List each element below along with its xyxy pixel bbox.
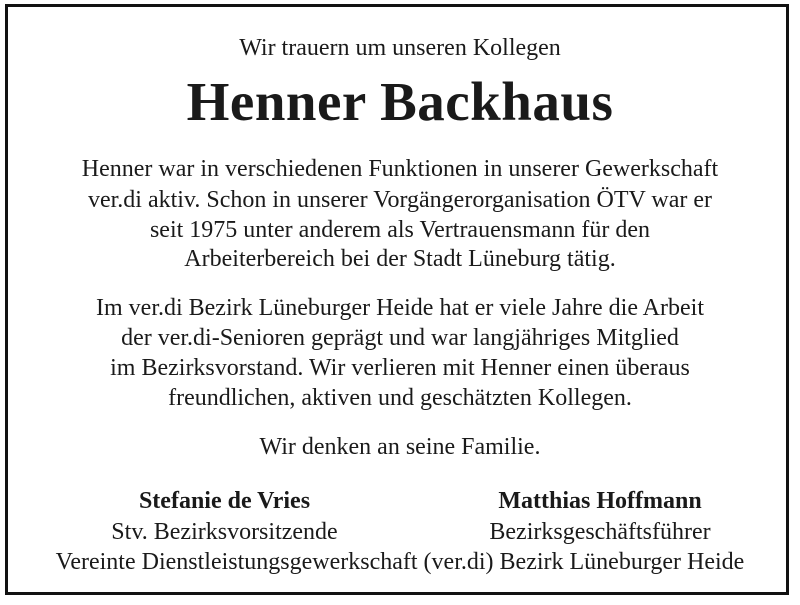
- intro-line: Wir trauern um unseren Kollegen: [239, 35, 561, 61]
- paragraph2-line: der ver.di-Senioren geprägt und war langjähriges Mitglied: [121, 325, 679, 351]
- paragraph2-line: Im ver.di Bezirk Lüneburger Heide hat er viele Jahre die Arbeit: [96, 295, 704, 321]
- signatory-role: Bezirksgeschäftsführer: [489, 519, 711, 545]
- signatory-name: Stefanie de Vries: [138, 488, 311, 514]
- deceased-name: Henner Backhaus: [186, 71, 614, 132]
- paragraph1-line: Arbeiterbereich bei der Stadt Lüneburg tätig.: [184, 246, 616, 272]
- paragraph2-line: im Bezirksvorstand. Wir verlieren mit Henner einen überaus: [110, 355, 690, 381]
- paragraph1-line: seit 1975 unter anderem als Vertrauensmann für den: [149, 217, 651, 243]
- signatory-name: Matthias Hoffmann: [498, 488, 702, 514]
- signatory-role: Stv. Bezirksvorsitzende: [111, 519, 338, 545]
- paragraph1-line: Henner war in verschiedenen Funktionen in unserer Gewerkschaft: [81, 156, 719, 182]
- closing-line: Wir denken an seine Familie.: [259, 434, 541, 460]
- signatory-right: [455, 487, 745, 546]
- organization-line: Vereinte Dienstleistungsgewerkschaft (ver.di) Bezirk Lüneburger Heide: [55, 549, 745, 575]
- paragraph2-line: freundlichen, aktiven und geschätzten Kollegen.: [168, 385, 632, 411]
- signatory-left: [82, 487, 367, 546]
- paragraph1-line: ver.di aktiv. Schon in unserer Vorgängerorganisation ÖTV war er: [87, 187, 713, 213]
